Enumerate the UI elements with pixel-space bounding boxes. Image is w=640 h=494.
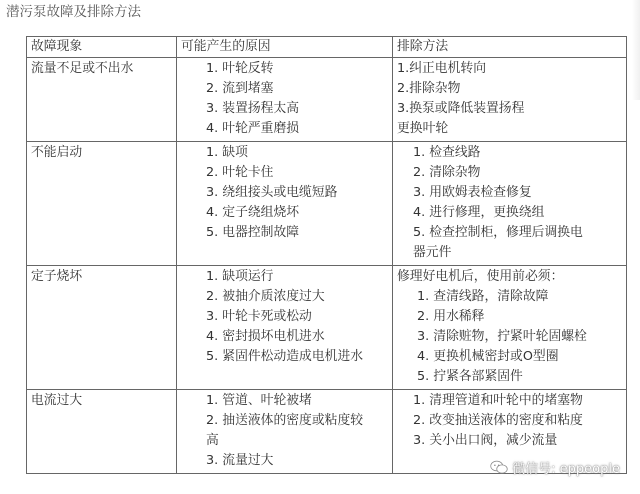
cause-item: 5. 紧固件松动造成电机进水 [206, 349, 364, 364]
remedies-cell [393, 142, 627, 266]
causes-cell [177, 390, 393, 474]
page-edge-shadow [632, 0, 640, 100]
remedy-item: 3. 关小出口阀，减少流量 [413, 433, 558, 448]
remedy-item: 2. 用水稀释 [417, 309, 485, 324]
cause-item: 3. 绕组接头或电缆短路 [206, 185, 338, 200]
remedy-intro: 修理好电机后，使用前必须： [397, 269, 564, 284]
remedy-item: 4. 进行修理，更换绕组 [413, 205, 545, 220]
wechat-icon [490, 460, 508, 475]
cause-item: 2. 抽送液体的密度或粘度较 [206, 413, 364, 428]
remedy-item: 2. 清除杂物 [413, 165, 481, 180]
table-row [27, 58, 627, 142]
cause-item: 4. 密封损坏电机进水 [206, 329, 325, 344]
remedy-item: 5. 检查控制柜，修理后调换电 [413, 225, 583, 240]
cause-item: 2. 叶轮卡住 [206, 165, 274, 180]
fault-table [26, 36, 627, 474]
cause-item: 2. 被抽介质浓度过大 [206, 289, 325, 304]
remedy-item: 2.排除杂物 [397, 81, 461, 96]
symptom-cell: 电流过大 [27, 390, 177, 474]
header-symptom: 故障现象 [27, 37, 177, 58]
cause-item: 1. 缺项运行 [206, 269, 274, 284]
table-row [27, 142, 627, 266]
remedy-item: 更换叶轮 [397, 121, 449, 136]
causes-cell [177, 266, 393, 390]
remedy-item: 3.换泵或降低装置扬程 [397, 101, 525, 116]
remedies-cell [393, 58, 627, 142]
header-causes: 可能产生的原因 [177, 37, 393, 58]
cause-item: 3. 流量过大 [206, 453, 274, 468]
table-row [27, 266, 627, 390]
cause-item-continued: 高 [206, 433, 219, 448]
symptom-cell: 不能启动 [27, 142, 177, 266]
remedy-item: 4. 更换机械密封或O型圈 [417, 349, 559, 364]
cause-item: 4. 叶轮严重磨损 [206, 121, 300, 136]
cause-item: 1. 缺项 [206, 145, 248, 160]
remedy-item: 5. 拧紧各部紧固件 [417, 369, 523, 384]
cause-item: 4. 定子绕组烧坏 [206, 205, 300, 220]
remedy-item: 1. 检查线路 [413, 145, 481, 160]
remedy-item: 3. 清除赃物，拧紧叶轮固螺栓 [417, 329, 587, 344]
remedies-cell [393, 266, 627, 390]
watermark-text: 微信号: eppeople [512, 462, 620, 477]
remedy-item-continued: 器元件 [413, 245, 452, 260]
causes-cell [177, 58, 393, 142]
header-remedies: 排除方法 [393, 37, 627, 58]
symptom-cell: 定子烧坏 [27, 266, 177, 390]
cause-item: 1. 叶轮反转 [206, 61, 274, 76]
remedy-item: 2. 改变抽送液体的密度和粘度 [413, 413, 583, 428]
cause-item: 1. 管道、叶轮被堵 [206, 393, 312, 408]
cause-item: 2. 流到堵塞 [206, 81, 274, 96]
remedy-item: 1. 清理管道和叶轮中的堵塞物 [413, 393, 583, 408]
cause-item: 3. 装置扬程太高 [206, 101, 300, 116]
remedy-item: 3. 用欧姆表检查修复 [413, 185, 532, 200]
watermark [490, 458, 620, 477]
page-title: 潜污泵故障及排除方法 [6, 4, 141, 20]
remedy-item: 1. 查清线路，清除故障 [417, 289, 549, 304]
remedy-item: 1.纠正电机转向 [397, 61, 486, 76]
symptom-cell: 流量不足或不出水 [27, 58, 177, 142]
cause-item: 3. 叶轮卡死或松动 [206, 309, 312, 324]
causes-cell [177, 142, 393, 266]
cause-item: 5. 电器控制故障 [206, 225, 300, 240]
table-header-row [27, 37, 627, 58]
